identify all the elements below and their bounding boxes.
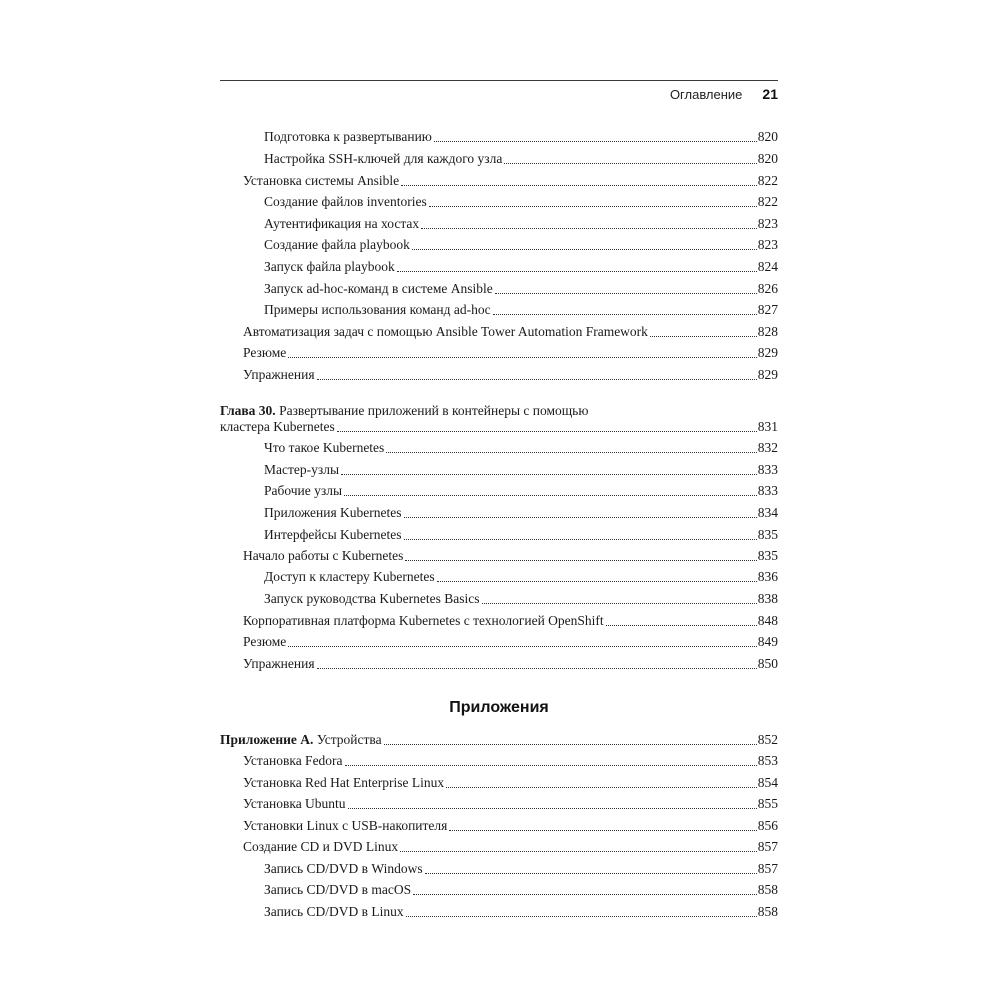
toc-entry-label: Запуск файла playbook <box>264 259 395 274</box>
toc-entry[interactable] <box>243 343 778 363</box>
appendix-a-title: Устройства <box>316 732 382 747</box>
dot-leader <box>437 581 757 582</box>
toc-entry[interactable] <box>243 773 778 793</box>
toc-entry[interactable] <box>264 880 778 900</box>
dot-leader <box>317 668 757 669</box>
dot-leader <box>384 744 757 745</box>
appendices-heading: Приложения <box>449 699 549 716</box>
appendix-a-entry[interactable] <box>220 730 778 750</box>
toc-entry-label: Подготовка к развертыванию <box>264 129 432 144</box>
toc-entry-page: 856 <box>757 818 778 833</box>
dot-leader <box>400 851 757 852</box>
toc-entry[interactable] <box>264 235 778 255</box>
toc-entry[interactable] <box>264 214 778 234</box>
toc-entry[interactable] <box>243 322 778 342</box>
dot-leader <box>650 336 757 337</box>
toc-entry-label: Что такое Kubernetes <box>264 440 385 455</box>
chapter-30-title-line1: Развертывание приложений в контейнеры с помощью <box>279 403 589 418</box>
toc-entry-label: Аутентификация на хостах <box>264 216 420 231</box>
toc-entry-label: Интерфейсы Kubernetes <box>264 527 402 542</box>
appendix-a-prefix: Приложение А. <box>220 732 314 747</box>
toc-entry[interactable] <box>243 632 778 652</box>
toc-entry-page: 820 <box>757 151 778 166</box>
toc-entry-page: 833 <box>757 483 778 498</box>
toc-entry[interactable] <box>264 567 778 587</box>
dot-leader <box>401 185 757 186</box>
chapter-30-entry[interactable] <box>220 417 778 437</box>
toc-entry[interactable] <box>264 149 778 169</box>
dot-leader <box>449 830 756 831</box>
toc-entry-page: 833 <box>757 462 778 477</box>
toc-entry[interactable] <box>264 300 778 320</box>
toc-entry-label: Приложения Kubernetes <box>264 505 402 520</box>
dot-leader <box>344 495 757 496</box>
page-number: 21 <box>762 86 778 102</box>
toc-entry[interactable] <box>264 503 778 523</box>
dot-leader <box>606 625 757 626</box>
dot-leader <box>421 228 757 229</box>
toc-entry-label: Запуск руководства Kubernetes Basics <box>264 591 480 606</box>
toc-entry-page: 848 <box>757 613 778 628</box>
toc-entry-page: 834 <box>757 505 778 520</box>
chapter-30-page: 831 <box>757 419 778 434</box>
toc-entry[interactable] <box>243 837 778 857</box>
appendix-a-page: 852 <box>757 732 778 747</box>
toc-entry-label: Корпоративная платформа Kubernetes с технологией OpenShift <box>243 613 604 628</box>
toc-entry-page: 820 <box>757 129 778 144</box>
dot-leader <box>406 916 757 917</box>
toc-entry-page: 829 <box>757 367 778 382</box>
toc-entry[interactable] <box>264 438 778 458</box>
toc-entry-page: 835 <box>757 548 778 563</box>
dot-leader <box>386 452 756 453</box>
toc-entry-page: 850 <box>757 656 778 671</box>
toc-entry-page: 822 <box>757 194 778 209</box>
toc-entry-label: Установка системы Ansible <box>243 173 400 188</box>
toc-entry[interactable] <box>243 751 778 771</box>
toc-entry-label: Создание файлов inventories <box>264 194 427 209</box>
header-rule <box>220 80 778 81</box>
toc-entry-page: 853 <box>757 753 778 768</box>
toc-entry-page: 827 <box>757 302 778 317</box>
toc-entry-label: Начало работы с Kubernetes <box>243 548 404 563</box>
toc-entry-page: 838 <box>757 591 778 606</box>
toc-entry-label: Резюме <box>243 345 287 360</box>
dot-leader <box>337 431 757 432</box>
dot-leader <box>493 314 757 315</box>
toc-entry-page: 858 <box>757 882 778 897</box>
toc-entry-label: Создание файла playbook <box>264 237 410 252</box>
toc-entry[interactable] <box>243 611 778 631</box>
toc-entry[interactable] <box>243 546 778 566</box>
toc-entry[interactable] <box>243 654 778 674</box>
toc-entry-page: 829 <box>757 345 778 360</box>
toc-entry[interactable] <box>243 794 778 814</box>
dot-leader <box>434 141 757 142</box>
toc-entry-page: 828 <box>757 324 778 339</box>
toc-entry-label: Упражнения <box>243 656 315 671</box>
chapter-30-title-line2: кластера Kubernetes <box>220 419 335 434</box>
toc-entry[interactable] <box>264 525 778 545</box>
toc-entry-page: 823 <box>757 237 778 252</box>
toc-entry[interactable] <box>264 192 778 212</box>
toc-entry-page: 857 <box>757 839 778 854</box>
dot-leader <box>404 539 757 540</box>
toc-entry-label: Установка Ubuntu <box>243 796 346 811</box>
toc-entry[interactable] <box>264 127 778 147</box>
toc-entry-label: Резюме <box>243 634 287 649</box>
toc-entry-page: 857 <box>757 861 778 876</box>
toc-entry-page: 822 <box>757 173 778 188</box>
dot-leader <box>504 163 756 164</box>
toc-entry[interactable] <box>243 365 778 385</box>
appendix-a-label <box>220 730 382 750</box>
toc-entry-page: 826 <box>757 281 778 296</box>
toc-entry-label: Мастер-узлы <box>264 462 340 477</box>
toc-entry-page: 854 <box>757 775 778 790</box>
dot-leader <box>341 474 757 475</box>
dot-leader <box>482 603 757 604</box>
dot-leader <box>429 206 757 207</box>
dot-leader <box>288 357 756 358</box>
toc-entry-page: 832 <box>757 440 778 455</box>
dot-leader <box>425 873 757 874</box>
toc-entry[interactable] <box>243 171 778 191</box>
toc-entry[interactable] <box>264 481 778 501</box>
running-head <box>670 86 778 104</box>
dot-leader <box>345 765 757 766</box>
dot-leader <box>446 787 757 788</box>
toc-entry-label: Установки Linux с USB-накопителя <box>243 818 448 833</box>
toc-entry[interactable] <box>264 859 778 879</box>
dot-leader <box>405 560 756 561</box>
toc-entry-label: Автоматизация задач с помощью Ansible Tower Automation Framework <box>243 324 648 339</box>
dot-leader <box>288 646 756 647</box>
toc-entry-label: Рабочие узлы <box>264 483 343 498</box>
toc-entry-label: Запись CD/DVD в Linux <box>264 904 404 919</box>
dot-leader <box>348 808 757 809</box>
toc-entry-label: Запуск ad-hoc-команд в системе Ansible <box>264 281 493 296</box>
toc-entry[interactable] <box>264 279 778 299</box>
toc-entry-page: 836 <box>757 569 778 584</box>
running-title: Оглавление <box>669 87 743 102</box>
dot-leader <box>404 517 757 518</box>
toc-entry[interactable] <box>264 589 778 609</box>
toc-entry[interactable] <box>243 816 778 836</box>
toc-entry[interactable] <box>264 902 778 922</box>
chapter-30-prefix: Глава 30. <box>220 403 276 418</box>
toc-entry-label: Запись CD/DVD в macOS <box>264 882 412 897</box>
toc-entry-label: Установка Red Hat Enterprise Linux <box>243 775 445 790</box>
toc-entry-label: Упражнения <box>243 367 315 382</box>
toc-entry-page: 835 <box>757 527 778 542</box>
toc-entry-label: Запись CD/DVD в Windows <box>264 861 423 876</box>
toc-entry[interactable] <box>264 460 778 480</box>
dot-leader <box>317 379 757 380</box>
toc-entry[interactable] <box>264 257 778 277</box>
toc-entry-page: 824 <box>757 259 778 274</box>
toc-entry-page: 855 <box>757 796 778 811</box>
toc-entry-label: Установка Fedora <box>243 753 343 768</box>
toc-entry-page: 849 <box>757 634 778 649</box>
dot-leader <box>495 293 757 294</box>
dot-leader <box>412 249 757 250</box>
dot-leader <box>413 894 757 895</box>
toc-entry-label: Примеры использования команд ad-hoc <box>264 302 491 317</box>
dot-leader <box>397 271 757 272</box>
toc-entry-label: Доступ к кластеру Kubernetes <box>264 569 435 584</box>
toc-entry-label: Создание CD и DVD Linux <box>243 839 399 854</box>
toc-entry-label: Настройка SSH-ключей для каждого узла <box>264 151 503 166</box>
toc-entry-page: 823 <box>757 216 778 231</box>
toc-entry-page: 858 <box>757 904 778 919</box>
